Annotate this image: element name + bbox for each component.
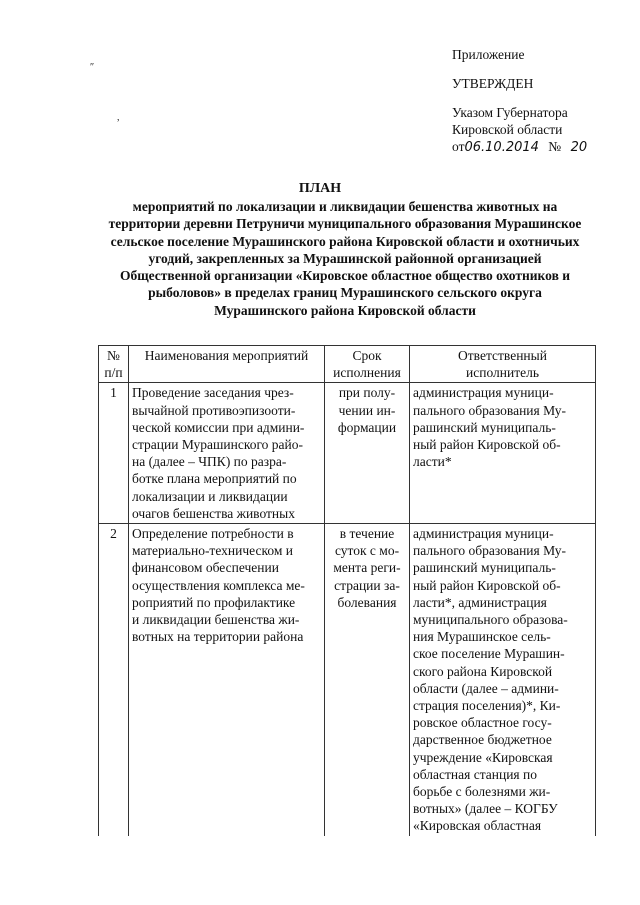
date-prefix: от: [452, 139, 465, 154]
plan-description: мероприятий по локализации и ликвидации бешенства животных на территории деревни Петруничи муниципального образования Мурашинское сельское поселение Мурашинского района Кировской области и охотничьих угодий, закрепленных за Мурашинской районной организацией Общественной организации «Кировское областное общество охотников и рыболовов» в пределах границ Мурашинского сельского округа Мурашинского района Кировской области: [108, 199, 582, 318]
decree-number: 20: [570, 140, 588, 155]
decree-line: Указом Губернатора: [452, 105, 568, 120]
header-term: Срок исполнения: [325, 346, 410, 383]
header-name: Наименования мероприятий: [129, 346, 325, 383]
header-num: № п/п: [99, 346, 129, 383]
approved-label: УТВЕРЖДЕН: [452, 76, 534, 91]
activity-term: в течение суток с мо- мента реги- страции за- болевания: [325, 524, 410, 836]
region-line: Кировской области: [452, 122, 563, 137]
decree-date-line: [452, 138, 622, 156]
plan-title: ПЛАН: [298, 181, 342, 196]
attachment-label: Приложение: [452, 47, 525, 62]
plan-table: [98, 345, 596, 836]
activity-term: при полу- чении ин- формации: [325, 383, 410, 524]
activity-responsible: администрация муници- пального образования Му- рашинский муниципаль- ный район Кировской об- ласти*, администрация муниципального образова- ния Мурашинское сель- ское поселение Мурашин- ского района Кировской области (далее – админи- страция поселения)*, Ки- ровское областное госу- дарственное бюджетное учреждение «Кировская областная станция по борьбе с болезнями жи- вотных» (далее – КОГБУ «Кировская областная: [410, 524, 596, 836]
number-prefix: №: [548, 139, 562, 154]
activity-name: Проведение заседания чрез- вычайной противоэпизооти- ческой комиссии при админи- страции Мурашинского райо- на (далее – ЧПК) по разра- ботке плана мероприятий по локализации и ликвидации очагов бешенства животных: [129, 383, 325, 524]
approval-block: [452, 46, 622, 156]
header-responsible: Ответственный исполнитель: [410, 346, 596, 383]
table-row: [99, 524, 596, 836]
activity-responsible: администрация муници- пального образования Му- рашинский муниципаль- ный район Кировской об- ласти*: [410, 383, 596, 524]
table-row: [99, 383, 596, 524]
row-number: 2: [99, 524, 129, 836]
decree-date: 06.10.2014: [464, 140, 539, 155]
scan-speck: ,: [117, 112, 120, 123]
scan-speck: ʺ: [90, 62, 94, 73]
row-number: 1: [99, 383, 129, 524]
table-header-row: [99, 346, 596, 383]
activity-name: Определение потребности в материально-техническом и финансовом обеспечении осуществления комплекса ме- роприятий по профилактике и ликвидации бешенства жи- вотных на территории района: [129, 524, 325, 836]
